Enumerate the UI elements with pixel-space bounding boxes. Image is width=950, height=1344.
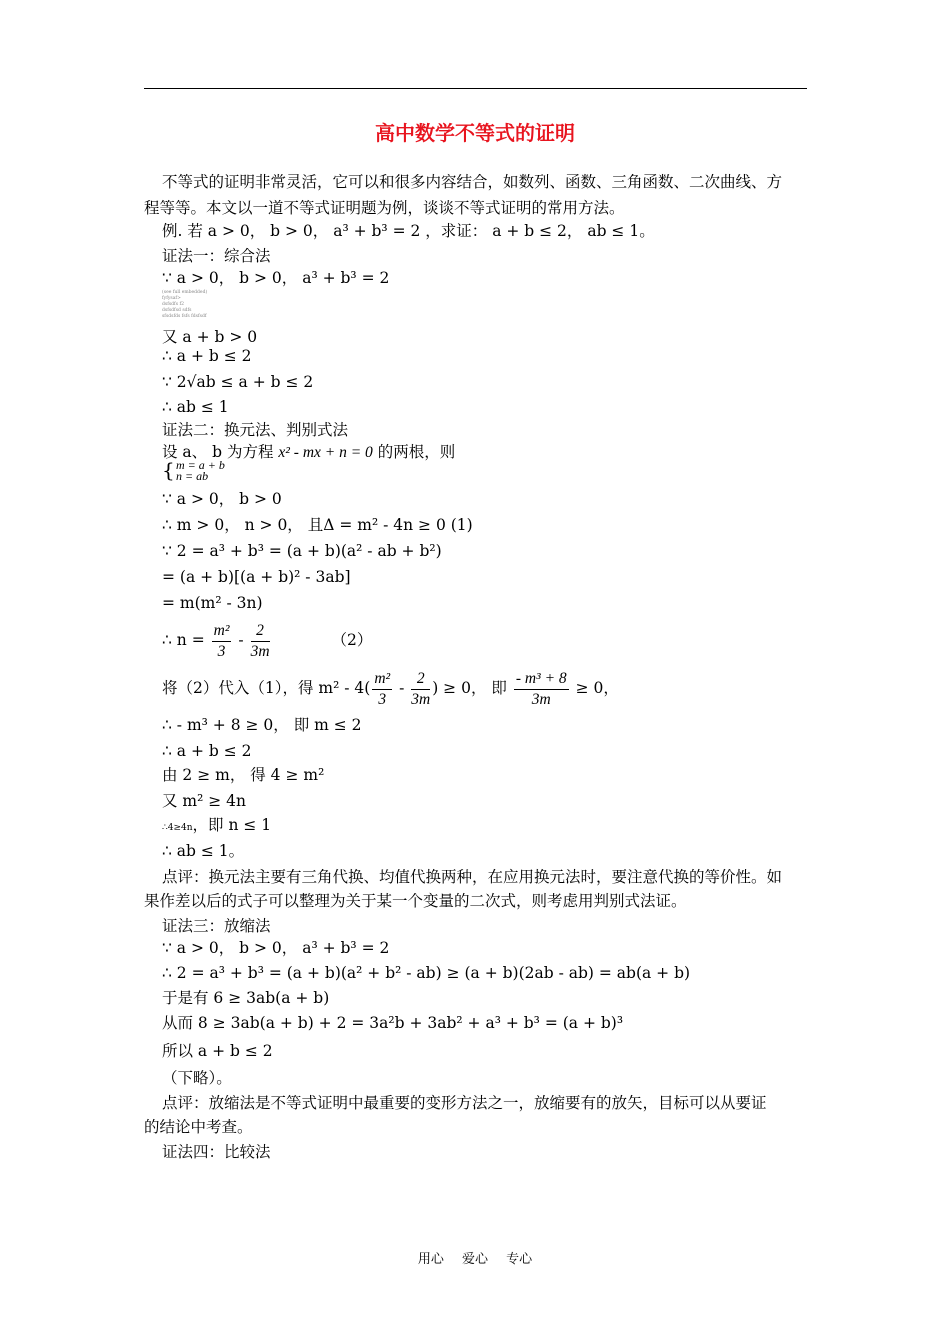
method2-line-7: [162, 618, 372, 662]
left-brace: {: [162, 458, 175, 482]
header-rule: [144, 88, 807, 89]
method3-line-6: （下略）。: [162, 1069, 232, 1087]
example-statement: 例. 若 a > 0， b > 0， a³ + b³ = 2 ，求证： a + b ≤ 2， ab ≤ 1。: [162, 222, 655, 240]
fraction-neg-m3-plus-8-over-3m: [514, 669, 569, 710]
method3-line-5: 所以 a + b ≤ 2: [162, 1042, 273, 1060]
embedded-object-text-5: sfsdsfds fsfs fdsfsdf: [162, 314, 207, 319]
method3-comment-line-1: 点评：放缩法是不等式证明中最重要的变形方法之一，放缩要有的放矢，目标可以从要证: [162, 1094, 767, 1112]
method1-line-1: ∵ a > 0， b > 0， a³ + b³ = 2: [162, 269, 390, 287]
fraction-denominator: 3m: [531, 690, 551, 708]
intro-paragraph-line-2: 程等等。本文以一道不等式证明题为例，谈谈不等式证明的常用方法。: [144, 199, 625, 217]
method2-comment-line-1: 点评：换元法主要有三角代换、均值代换两种，在应用换元法时，要注意代换的等价性。如: [162, 868, 783, 886]
method2-line-14: ∴ ab ≤ 1。: [162, 842, 245, 860]
method2-line-4: ∵ 2 = a³ + b³ = (a + b)(a² - ab + b²): [162, 542, 442, 560]
system-eq-2: n = ab: [176, 469, 209, 483]
system-eq-1: m = a + b: [176, 458, 225, 472]
fraction-numerator: m²: [212, 621, 232, 642]
method2-line-10: ∴ a + b ≤ 2: [162, 742, 252, 760]
method1-heading: 证法一：综合法: [162, 247, 271, 265]
method1-line-2: 又 a + b > 0: [162, 328, 258, 346]
fraction-denominator: 3: [217, 642, 226, 660]
method4-heading: 证法四：比较法: [162, 1143, 271, 1161]
method2-comment-line-2: 果作差以后的式子可以整理为关于某一个变量的二次式，则考虑用判别式法证。: [144, 892, 687, 910]
method3-line-3: 于是有 6 ≥ 3ab(a + b): [162, 989, 330, 1007]
fraction-denominator: 3m: [411, 690, 431, 708]
fraction-2-over-3m: [411, 669, 430, 710]
method2-line-5: = (a + b)[(a + b)² - 3ab]: [162, 568, 351, 586]
line7-minus: -: [233, 631, 249, 649]
fraction-m2-over-3: [372, 669, 392, 710]
line8-end: ≥ 0，: [570, 679, 619, 697]
page-footer: 用心 爱心 专心: [417, 1252, 533, 1267]
method2-line-3: ∴ m > 0， n > 0， 且Δ = m² - 4n ≥ 0 (1): [162, 516, 473, 534]
fraction-2-over-3m: [251, 621, 270, 662]
embedded-object-text-2: fyfysaf>: [162, 296, 181, 301]
embedded-object-text-3: dsfsdfs f2: [162, 302, 184, 307]
fraction-m2-over-3: [212, 621, 232, 662]
method2-line-13a: ∴4≥4n: [162, 823, 193, 833]
method2-line-2: ∵ a > 0， b > 0: [162, 490, 282, 508]
method2-line-13: [162, 815, 271, 838]
equation-tag-2: （2）: [331, 631, 373, 649]
method3-heading: 证法三：放缩法: [162, 917, 271, 935]
method3-line-2: ∴ 2 = a³ + b³ = (a + b)(a² + b² - ab) ≥ (a + b)(2ab - ab) = ab(a + b): [162, 964, 691, 982]
method2-line-11: 由 2 ≥ m， 得 4 ≥ m²: [162, 766, 325, 784]
line8-prefix: 将（2）代入（1），得 m² - 4(: [162, 679, 371, 697]
fraction-numerator: 2: [251, 621, 270, 642]
method2-line-13b: ，即 n ≤ 1: [192, 816, 272, 834]
method2-line-6: = m(m² - 3n): [162, 594, 263, 612]
fraction-denominator: 3: [378, 690, 387, 708]
line8-minus: -: [394, 679, 410, 697]
method3-comment-line-2: 的结论中考查。: [144, 1118, 253, 1136]
embedded-object-text-1: (see full embedded): [162, 290, 208, 295]
fraction-numerator: - m³ + 8: [514, 669, 569, 690]
method3-line-1: ∵ a > 0， b > 0， a³ + b³ = 2: [162, 939, 390, 957]
method1-line-4: ∵ 2√ab ≤ a + b ≤ 2: [162, 373, 314, 391]
method1-line-5: ∴ ab ≤ 1: [162, 398, 229, 416]
method3-line-4: 从而 8 ≥ 3ab(a + b) + 2 = 3a²b + 3ab² + a³ + b³ = (a + b)³: [162, 1014, 624, 1032]
method2-line-1c: 的两根，则: [372, 443, 456, 461]
method2-line-9: ∴ - m³ + 8 ≥ 0， 即 m ≤ 2: [162, 716, 362, 734]
method2-heading: 证法二：换元法、判别式法: [162, 421, 349, 439]
quadratic-equation: x² - mx + n = 0: [278, 444, 373, 461]
fraction-numerator: m²: [372, 669, 392, 690]
method2-line-1a: 设 a、 b 为方程: [162, 443, 279, 461]
line8-middle: ) ≥ 0， 即: [432, 679, 512, 697]
embedded-object-text-4: dsfsdfsd sdfs: [162, 308, 192, 313]
page-title: 高中数学不等式的证明: [375, 121, 575, 145]
method2-line-8: [162, 666, 619, 710]
line7-prefix: ∴ n =: [162, 631, 210, 649]
method1-line-3: ∴ a + b ≤ 2: [162, 347, 252, 365]
method2-line-12: 又 m² ≥ 4n: [162, 792, 247, 810]
intro-paragraph-line-1: 不等式的证明非常灵活，它可以和很多内容结合，如数列、函数、三角函数、二次曲线、方: [162, 173, 783, 191]
fraction-numerator: 2: [411, 669, 430, 690]
fraction-denominator: 3m: [250, 642, 270, 660]
